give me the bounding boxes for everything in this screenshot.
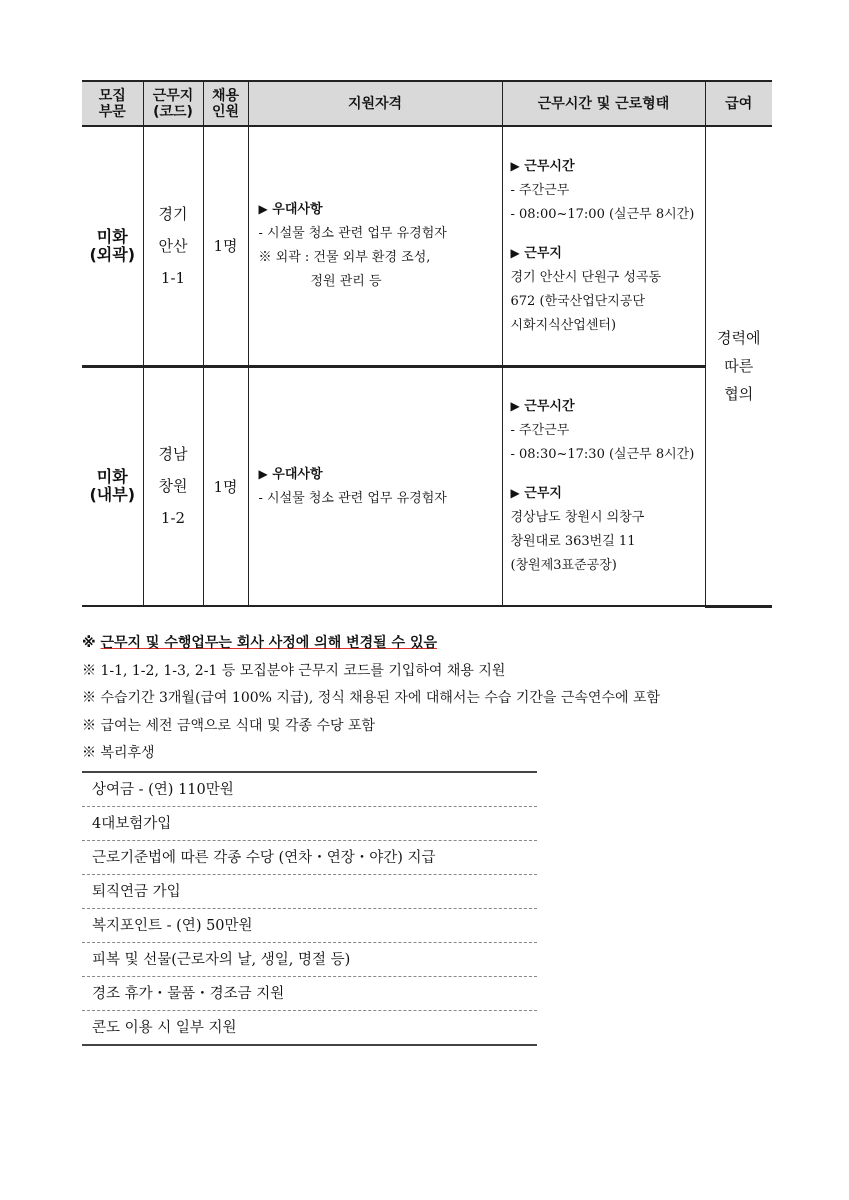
work-line: - 08:00~17:00 (실근무 8시간) (510, 206, 695, 222)
workplace-line: (창원제3표준공장) (510, 558, 617, 574)
work-line: - 주간근무 (510, 182, 570, 198)
header-dept: 모집 부문 (82, 81, 143, 126)
note-line: ※ 급여는 세전 금액으로 식대 및 각종 수당 포함 (82, 717, 376, 734)
triangle-right-icon: ▶ (510, 399, 520, 414)
note-line: ※ 복리후생 (82, 745, 155, 761)
note-important: ※ 근무지 및 수행업무는 회사 사정에 의해 변경될 수 있음 (82, 635, 438, 651)
note-line: ※ 1-1, 1-2, 1-3, 2-1 등 모집분야 근무지 코드를 기입하여 채용 지원 (82, 662, 506, 679)
qualification-cell (248, 366, 502, 606)
workplace-heading: 근무지 (524, 486, 562, 502)
header-count: 채용 인원 (203, 81, 248, 126)
triangle-right-icon: ▶ (258, 466, 268, 481)
work-hours-heading: 근무시간 (524, 158, 575, 174)
triangle-right-icon: ▶ (258, 202, 268, 217)
table-row (82, 366, 772, 606)
benefit-item: 콘도 이용 시 일부 지원 (92, 1020, 237, 1036)
notes-section (82, 630, 782, 768)
header-location: 근무지 (코드) (143, 81, 203, 126)
benefits-list (82, 771, 537, 1046)
qual-line: - 시설물 청소 관련 업무 유경험자 (258, 226, 447, 242)
header-salary: 급여 (705, 81, 772, 126)
workplace-line: 경상남도 창원시 의창구 (510, 510, 645, 526)
table-row (82, 126, 772, 366)
count-cell: 1명 (203, 366, 248, 606)
benefit-item: 경조 휴가・물품・경조금 지원 (82, 977, 537, 1011)
triangle-right-icon: ▶ (510, 486, 520, 501)
work-line: - 주간근무 (510, 423, 570, 439)
work-line: - 08:30~17:30 (실근무 8시간) (510, 447, 695, 463)
workplace-line: 672 (한국산업단지공단 (510, 293, 645, 309)
count-cell: 1명 (203, 126, 248, 366)
header-qualification: 지원자격 (248, 81, 502, 126)
header-work: 근무시간 및 근로형태 (502, 81, 705, 126)
triangle-right-icon: ▶ (510, 158, 520, 173)
qual-line: - 시설물 청소 관련 업무 유경험자 (258, 490, 447, 506)
qual-line: ※ 외곽 : 건물 외부 환경 조성, (258, 250, 431, 266)
workplace-line: 창원대로 363번길 11 (510, 534, 636, 550)
work-cell (502, 126, 705, 366)
triangle-right-icon: ▶ (510, 245, 520, 260)
benefit-item: 퇴직연금 가입 (82, 875, 537, 909)
location-cell: 경남 창원 1-2 (143, 366, 203, 606)
benefit-item: 근로기준법에 따른 각종 수당 (연차・연장・야간) 지급 (82, 841, 537, 875)
note-line: ※ 수습기간 3개월(급여 100% 지급), 정식 채용된 자에 대해서는 수습 기간을 근속연수에 포함 (82, 690, 660, 706)
workplace-line: 경기 안산시 단원구 성곡동 (510, 269, 662, 285)
benefit-item: 4대보험가입 (82, 807, 537, 841)
qual-heading: 우대사항 (272, 466, 323, 482)
salary-cell: 경력에 따른 협의 (705, 126, 772, 606)
benefit-item: 상여금 - (연) 110만원 (82, 773, 537, 807)
qualification-cell (248, 126, 502, 366)
benefit-item: 피복 및 선물(근로자의 날, 생일, 명절 등) (82, 943, 537, 977)
recruitment-table (82, 80, 772, 608)
workplace-line: 시화지식산업센터) (510, 317, 617, 333)
dept-cell: 미화 (외곽) (82, 126, 143, 366)
workplace-heading: 근무지 (524, 245, 562, 261)
dept-cell: 미화 (내부) (82, 366, 143, 606)
table-header-row (82, 81, 772, 126)
work-cell (502, 366, 705, 606)
benefit-item: 복지포인트 - (연) 50만원 (82, 909, 537, 943)
qual-line: 정원 관리 등 (310, 274, 382, 290)
qual-heading: 우대사항 (272, 202, 323, 218)
location-cell: 경기 안산 1-1 (143, 126, 203, 366)
work-hours-heading: 근무시간 (524, 399, 575, 415)
